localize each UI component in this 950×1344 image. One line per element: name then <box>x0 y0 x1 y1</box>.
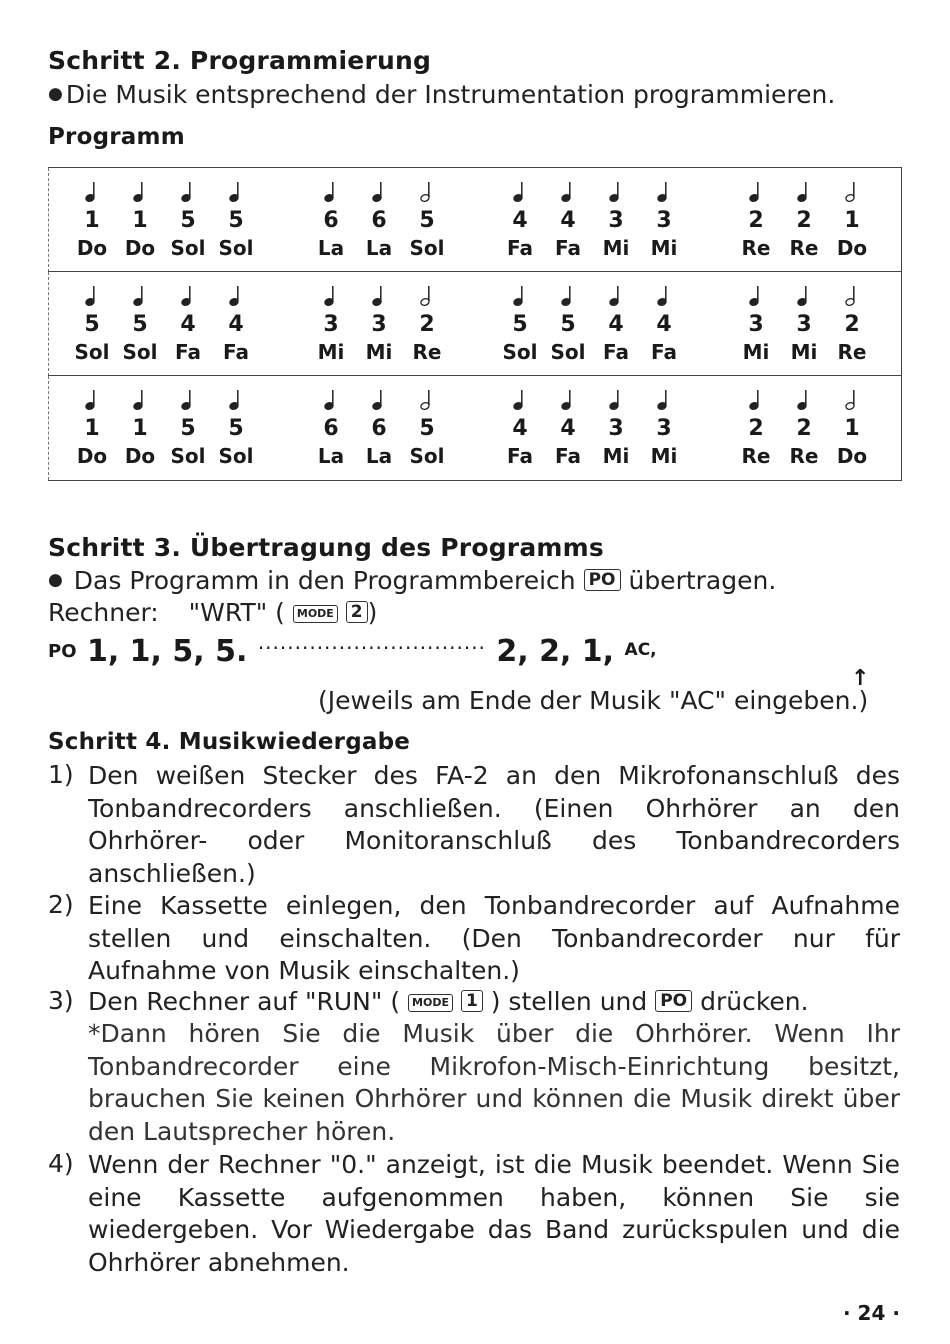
note-cell <box>828 376 876 480</box>
calculator-mode-line <box>48 598 377 627</box>
music-note-icon <box>496 386 544 412</box>
note-syllable: Fa <box>223 340 249 364</box>
item3-text-c: drücken. <box>700 987 809 1016</box>
note-cell <box>307 376 355 480</box>
note-cell <box>640 272 688 376</box>
music-note-icon <box>732 282 780 308</box>
step3-text-b: übertragen. <box>628 566 777 595</box>
note-number: 5 <box>84 312 100 337</box>
note-syllable: Do <box>76 236 108 260</box>
note-cell <box>592 168 640 272</box>
note-cell <box>68 168 116 272</box>
step3-text-a: Das Programm in den Programmbereich <box>73 566 576 595</box>
note-number: 4 <box>512 416 528 441</box>
note-cell <box>828 168 876 272</box>
note-cell <box>307 168 355 272</box>
note-number: 4 <box>560 416 576 441</box>
music-note-icon <box>732 178 780 204</box>
music-note-icon <box>403 178 451 204</box>
note-number: 3 <box>656 416 672 441</box>
music-note-icon <box>732 386 780 412</box>
note-syllable: Re <box>412 340 442 364</box>
step3-note: (Jeweils am Ende der Musik "AC" eingeben.) <box>318 686 869 715</box>
music-note-icon <box>307 282 355 308</box>
seq-dots: ······························· <box>257 636 486 660</box>
music-note-icon <box>164 178 212 204</box>
note-syllable: Mi <box>602 444 630 468</box>
note-cell <box>403 168 451 272</box>
item-text <box>88 986 900 1019</box>
note-number: 5 <box>180 416 196 441</box>
note-cell <box>68 272 116 376</box>
item-text: Eine Kassette einlegen, den Tonbandrecorder auf Aufnahme stellen und einschalten. (Den Tonbandrecorder nur für Aufnahme von Musik einschalten.) <box>88 891 900 985</box>
note-cell <box>164 376 212 480</box>
mode-key-icon: MODE <box>408 994 453 1012</box>
note-syllable: Do <box>836 236 868 260</box>
item-number: 4) <box>48 1149 74 1178</box>
note-syllable: Mi <box>602 236 630 260</box>
note-number: 1 <box>84 208 100 233</box>
music-note-icon <box>68 282 116 308</box>
note-cell <box>640 376 688 480</box>
note-syllable: Re <box>789 236 819 260</box>
note-number: 3 <box>748 312 764 337</box>
music-note-icon <box>828 282 876 308</box>
note-cell <box>780 272 828 376</box>
note-syllable: Fa <box>555 236 581 260</box>
key-2-icon: 2 <box>346 601 368 623</box>
note-number: 3 <box>656 208 672 233</box>
note-syllable: Mi <box>317 340 345 364</box>
step2-text: ● Die Musik entsprechend der Instrumentation programmieren. <box>48 80 835 109</box>
music-note-icon <box>164 282 212 308</box>
note-cell <box>212 272 260 376</box>
note-number: 2 <box>844 312 860 337</box>
music-note-icon <box>544 178 592 204</box>
music-note-icon <box>640 178 688 204</box>
mode-key-icon: MODE <box>293 605 338 623</box>
note-syllable: Sol <box>74 340 110 364</box>
calc-label: Rechner: <box>48 598 159 627</box>
music-note-icon <box>116 282 164 308</box>
note-syllable: Mi <box>650 444 678 468</box>
note-cell <box>355 376 403 480</box>
note-cell <box>780 376 828 480</box>
note-syllable: Do <box>124 444 156 468</box>
step3-text <box>48 566 776 595</box>
music-note-icon <box>640 282 688 308</box>
note-number: 1 <box>132 416 148 441</box>
note-syllable: La <box>317 236 345 260</box>
note-number: 1 <box>844 416 860 441</box>
note-cell <box>544 272 592 376</box>
note-cell <box>116 376 164 480</box>
note-syllable: Re <box>741 444 771 468</box>
note-number: 2 <box>748 416 764 441</box>
note-number: 6 <box>323 416 339 441</box>
key-sequence <box>48 634 908 678</box>
note-syllable: Sol <box>122 340 158 364</box>
close-paren: ) <box>367 598 378 627</box>
note-syllable: Mi <box>365 340 393 364</box>
music-note-icon <box>780 178 828 204</box>
music-note-icon <box>68 178 116 204</box>
note-number: 4 <box>180 312 196 337</box>
note-syllable: Fa <box>651 340 677 364</box>
note-number: 6 <box>371 208 387 233</box>
note-syllable: Sol <box>550 340 586 364</box>
note-syllable: Do <box>76 444 108 468</box>
note-cell <box>212 376 260 480</box>
note-number: 3 <box>796 312 812 337</box>
up-arrow-icon: ↑ <box>851 666 870 691</box>
note-syllable: Fa <box>507 444 533 468</box>
star-note: *Dann hören Sie die Musik über die Ohrhörer. Wenn Ihr Tonbandrecorder eine Mikrofon-Misch-Einrichtung besitzt, brauchen Sie keinen Ohrhörer und können die Musik direkt über den Lautsprecher hören. <box>88 1019 900 1146</box>
note-number: 4 <box>608 312 624 337</box>
note-number: 5 <box>180 208 196 233</box>
music-note-icon <box>544 282 592 308</box>
note-cell <box>592 376 640 480</box>
note-number: 1 <box>132 208 148 233</box>
note-number: 4 <box>512 208 528 233</box>
seq-ac: AC, <box>624 640 657 660</box>
note-cell <box>355 272 403 376</box>
music-note-icon <box>212 282 260 308</box>
music-note-icon <box>403 282 451 308</box>
music-note-icon <box>68 386 116 412</box>
note-cell <box>68 376 116 480</box>
music-note-icon <box>592 386 640 412</box>
note-number: 1 <box>84 416 100 441</box>
note-syllable: Fa <box>603 340 629 364</box>
note-cell <box>544 376 592 480</box>
note-syllable: Re <box>837 340 867 364</box>
item-text: Den weißen Stecker des FA-2 an den Mikrofonanschluß des Tonbandrecorders anschließen. (Einen Ohrhörer an den Ohrhörer- oder Monitoranschluß des Tonbandrecorders anschließen.) <box>88 761 900 888</box>
seq-po-label: PO <box>48 641 77 662</box>
note-cell <box>780 168 828 272</box>
note-cell <box>496 376 544 480</box>
note-syllable: Sol <box>218 444 254 468</box>
page-number: · 24 · <box>843 1301 900 1325</box>
music-note-icon <box>116 178 164 204</box>
seq-end: 2, 2, 1, <box>496 634 615 669</box>
note-number: 5 <box>228 416 244 441</box>
note-number: 4 <box>228 312 244 337</box>
note-syllable: La <box>317 444 345 468</box>
music-program-table <box>48 167 902 483</box>
note-syllable: Re <box>741 236 771 260</box>
note-number: 4 <box>560 208 576 233</box>
music-note-icon <box>355 282 403 308</box>
music-note-icon <box>496 282 544 308</box>
po-key-icon: PO <box>584 569 621 591</box>
note-cell <box>732 168 780 272</box>
item-number: 3) <box>48 986 74 1015</box>
note-cell <box>403 272 451 376</box>
note-number: 5 <box>132 312 148 337</box>
note-syllable: Do <box>836 444 868 468</box>
music-note-icon <box>592 178 640 204</box>
note-cell <box>116 168 164 272</box>
music-note-icon <box>116 386 164 412</box>
note-cell <box>544 168 592 272</box>
note-number: 5 <box>560 312 576 337</box>
note-syllable: Mi <box>742 340 770 364</box>
item-number: 2) <box>48 890 74 919</box>
note-cell <box>355 168 403 272</box>
step2-heading: Schritt 2. Programmierung <box>48 46 432 75</box>
note-number: 2 <box>796 416 812 441</box>
music-note-icon <box>212 178 260 204</box>
note-cell <box>164 168 212 272</box>
note-cell <box>164 272 212 376</box>
seq-start: 1, 1, 5, 5. <box>86 634 248 669</box>
music-row <box>48 375 902 481</box>
music-note-icon <box>828 178 876 204</box>
note-number: 6 <box>371 416 387 441</box>
music-note-icon <box>780 386 828 412</box>
note-number: 6 <box>323 208 339 233</box>
note-number: 2 <box>796 208 812 233</box>
item3-text-b: ) stellen und <box>490 987 648 1016</box>
music-note-icon <box>544 386 592 412</box>
step3-heading: Schritt 3. Übertragung des Programms <box>48 533 604 562</box>
note-number: 5 <box>419 208 435 233</box>
note-cell <box>212 168 260 272</box>
note-number: 5 <box>419 416 435 441</box>
note-number: 2 <box>748 208 764 233</box>
note-syllable: Sol <box>170 236 206 260</box>
note-syllable: Mi <box>790 340 818 364</box>
note-syllable: Sol <box>170 444 206 468</box>
note-syllable: Fa <box>555 444 581 468</box>
key-1-icon: 1 <box>461 990 483 1012</box>
music-note-icon <box>403 386 451 412</box>
music-row <box>48 271 902 376</box>
note-cell <box>592 272 640 376</box>
music-note-icon <box>592 282 640 308</box>
note-cell <box>307 272 355 376</box>
note-number: 3 <box>371 312 387 337</box>
note-number: 3 <box>608 416 624 441</box>
note-number: 2 <box>419 312 435 337</box>
note-number: 1 <box>844 208 860 233</box>
note-number: 5 <box>228 208 244 233</box>
note-syllable: Re <box>789 444 819 468</box>
note-number: 4 <box>656 312 672 337</box>
music-note-icon <box>828 386 876 412</box>
music-note-icon <box>780 282 828 308</box>
music-row <box>48 167 902 272</box>
po-key-icon: PO <box>655 990 692 1012</box>
calc-mode-text: "WRT" ( <box>188 598 285 627</box>
note-cell <box>496 168 544 272</box>
note-number: 5 <box>512 312 528 337</box>
note-syllable: Sol <box>502 340 538 364</box>
note-cell <box>116 272 164 376</box>
music-note-icon <box>212 386 260 412</box>
note-syllable: Sol <box>218 236 254 260</box>
music-note-icon <box>307 178 355 204</box>
music-note-icon <box>355 178 403 204</box>
note-cell <box>403 376 451 480</box>
step4-heading: Schritt 4. Musikwiedergabe <box>48 729 411 755</box>
note-syllable: Sol <box>409 444 445 468</box>
note-syllable: La <box>365 444 393 468</box>
note-cell <box>640 168 688 272</box>
note-syllable: Fa <box>175 340 201 364</box>
music-note-icon <box>640 386 688 412</box>
note-syllable: Fa <box>507 236 533 260</box>
note-cell <box>828 272 876 376</box>
program-label: Programm <box>48 124 185 150</box>
music-note-icon <box>164 386 212 412</box>
note-number: 3 <box>323 312 339 337</box>
note-cell <box>496 272 544 376</box>
item-number: 1) <box>48 760 74 789</box>
note-cell <box>732 272 780 376</box>
note-syllable: Sol <box>409 236 445 260</box>
note-syllable: La <box>365 236 393 260</box>
music-note-icon <box>355 386 403 412</box>
music-note-icon <box>307 386 355 412</box>
note-syllable: Mi <box>650 236 678 260</box>
note-syllable: Do <box>124 236 156 260</box>
music-note-icon <box>496 178 544 204</box>
item-text: Wenn der Rechner "0." anzeigt, ist die Musik beendet. Wenn Sie eine Kassette aufgenommen haben, können Sie sie wiedergeben. Vor Wiedergabe das Band zurückspulen und die Ohrhörer abnehmen. <box>88 1150 900 1277</box>
note-number: 3 <box>608 208 624 233</box>
note-cell <box>732 376 780 480</box>
item3-text-a: Den Rechner auf "RUN" ( <box>88 987 401 1016</box>
